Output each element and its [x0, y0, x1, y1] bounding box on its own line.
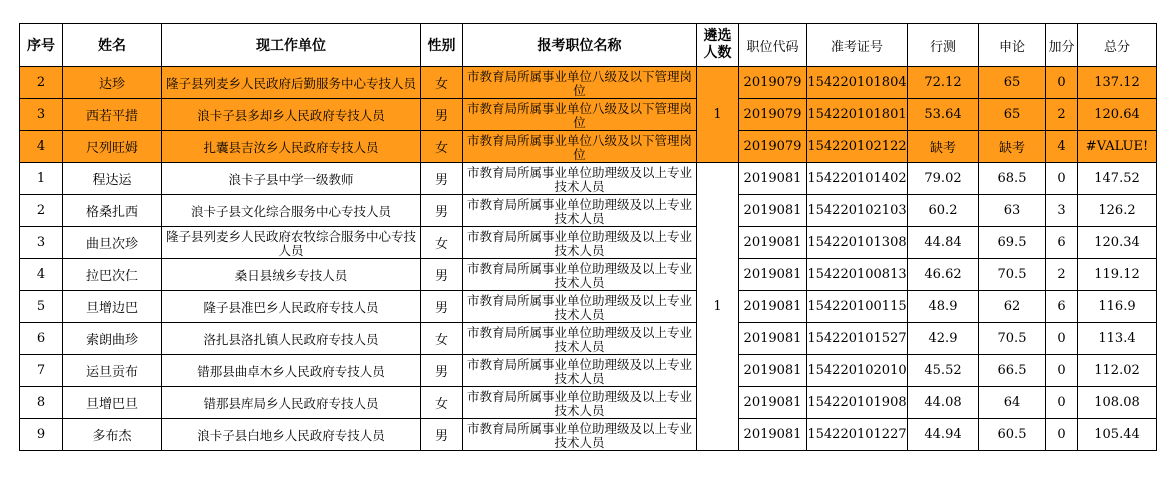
table-row: [20, 67, 1157, 99]
cell-shenlun: 60.5: [979, 419, 1046, 451]
header-unit: 现工作单位: [162, 24, 421, 67]
cell-total: 108.08: [1078, 387, 1157, 419]
cell-xingce: 45.52: [908, 355, 979, 387]
cell-code: 2019079: [739, 99, 807, 131]
cell-position: [463, 99, 697, 131]
cell-unit-text: 浪卡子县中学一级教师: [228, 171, 354, 187]
cell-position-text: 市教育局所属事业单位助理级及以上专业技术人员: [466, 260, 692, 290]
cell-total: 112.02: [1078, 355, 1157, 387]
header-row: [20, 24, 1157, 67]
header-ticket: 准考证号: [807, 24, 908, 67]
cell-ticket: 154220101402: [807, 163, 908, 195]
cell-name: 尺列旺姆: [63, 131, 162, 163]
cell-gender: 女: [421, 131, 463, 163]
cell-total: 147.52: [1078, 163, 1157, 195]
cell-ticket: 154220101804: [807, 67, 908, 99]
cell-bonus: 4: [1046, 131, 1078, 163]
cell-shenlun: 63: [979, 195, 1046, 227]
cell-seq: 7: [20, 355, 63, 387]
cell-unit: [162, 131, 421, 163]
cell-seq: 4: [20, 259, 63, 291]
cell-code: 2019081: [739, 387, 807, 419]
cell-code: 2019081: [739, 355, 807, 387]
cell-gender: 男: [421, 259, 463, 291]
header-quota: 遴选人数: [697, 24, 739, 67]
cell-code: 2019081: [739, 163, 807, 195]
header-bonus: 加分: [1046, 24, 1078, 67]
cell-unit-text: 隆子县准巴乡人民政府专技人员: [203, 299, 379, 315]
cell-unit: [162, 355, 421, 387]
cell-xingce: 79.02: [908, 163, 979, 195]
cell-unit-text: 隆子县列麦乡人民政府农牧综合服务中心专技人员: [165, 228, 416, 258]
cell-total: 116.9: [1078, 291, 1157, 323]
cell-position-text: 市教育局所属事业单位八级及以下管理岗位: [466, 100, 692, 130]
cell-total: 113.4: [1078, 323, 1157, 355]
cell-position: [463, 131, 697, 163]
cell-position-text: 市教育局所属事业单位八级及以下管理岗位: [466, 68, 692, 98]
cell-bonus: 6: [1046, 291, 1078, 323]
cell-position: [463, 163, 697, 195]
cell-unit-text: 洛扎县洛扎镇人民政府专技人员: [203, 331, 379, 347]
cell-gender: 男: [421, 355, 463, 387]
cell-xingce: 42.9: [908, 323, 979, 355]
cell-bonus: 0: [1046, 67, 1078, 99]
table-row: [20, 163, 1157, 195]
cell-shenlun: 65: [979, 67, 1046, 99]
cell-shenlun: 70.5: [979, 323, 1046, 355]
table-row: [20, 227, 1157, 259]
cell-total: 126.2: [1078, 195, 1157, 227]
cell-quota: 1: [697, 163, 739, 451]
cell-shenlun: 65: [979, 99, 1046, 131]
cell-bonus: 0: [1046, 387, 1078, 419]
cell-code: 2019081: [739, 323, 807, 355]
cell-name: 西若平措: [63, 99, 162, 131]
cell-total: 120.64: [1078, 99, 1157, 131]
cell-total: #VALUE!: [1078, 131, 1157, 163]
cell-unit-text: 浪卡子县白地乡人民政府专技人员: [197, 427, 385, 443]
cell-unit: [162, 163, 421, 195]
cell-position: [463, 67, 697, 99]
cell-name: 旦增边巴: [63, 291, 162, 323]
cell-gender: 男: [421, 195, 463, 227]
table-row: [20, 291, 1157, 323]
header-code: 职位代码: [739, 24, 807, 67]
cell-unit-text: 桑日县绒乡专技人员: [234, 267, 348, 283]
cell-shenlun: 68.5: [979, 163, 1046, 195]
cell-unit: [162, 227, 421, 259]
cell-name: 格桑扎西: [63, 195, 162, 227]
cell-bonus: 2: [1046, 259, 1078, 291]
cell-position: [463, 227, 697, 259]
cell-seq: 2: [20, 67, 63, 99]
table-row: [20, 195, 1157, 227]
cell-gender: 女: [421, 323, 463, 355]
cell-shenlun: 70.5: [979, 259, 1046, 291]
cell-code: 2019079: [739, 131, 807, 163]
cell-bonus: 6: [1046, 227, 1078, 259]
cell-ticket: 154220100813: [807, 259, 908, 291]
cell-xingce: 46.62: [908, 259, 979, 291]
table-row: [20, 387, 1157, 419]
table-row: [20, 323, 1157, 355]
cell-unit-text: 浪卡子县多却乡人民政府专技人员: [197, 107, 385, 123]
cell-xingce: 48.9: [908, 291, 979, 323]
cell-seq: 3: [20, 99, 63, 131]
cell-bonus: 2: [1046, 99, 1078, 131]
cell-seq: 8: [20, 387, 63, 419]
cell-name: 拉巴次仁: [63, 259, 162, 291]
cell-position: [463, 323, 697, 355]
cell-ticket: 154220101308: [807, 227, 908, 259]
cell-gender: 男: [421, 419, 463, 451]
cell-position-text: 市教育局所属事业单位助理级及以上专业技术人员: [466, 356, 692, 386]
header-seq: 序号: [20, 24, 63, 67]
cell-xingce: 44.94: [908, 419, 979, 451]
cell-seq: 6: [20, 323, 63, 355]
header-total: 总分: [1078, 24, 1157, 67]
table-row: [20, 259, 1157, 291]
cell-ticket: 154220100115: [807, 291, 908, 323]
cell-seq: 1: [20, 163, 63, 195]
cell-shenlun: 69.5: [979, 227, 1046, 259]
cell-position: [463, 387, 697, 419]
cell-ticket: 154220101801: [807, 99, 908, 131]
cell-seq: 9: [20, 419, 63, 451]
cell-ticket: 154220101908: [807, 387, 908, 419]
cell-unit: [162, 419, 421, 451]
cell-position-text: 市教育局所属事业单位助理级及以上专业技术人员: [466, 164, 692, 194]
cell-position: [463, 259, 697, 291]
cell-gender: 男: [421, 163, 463, 195]
cell-gender: 女: [421, 387, 463, 419]
cell-position-text: 市教育局所属事业单位助理级及以上专业技术人员: [466, 292, 692, 322]
cell-code: 2019079: [739, 67, 807, 99]
header-gender: 性别: [421, 24, 463, 67]
cell-gender: 男: [421, 99, 463, 131]
cell-name: 旦增巴旦: [63, 387, 162, 419]
cell-shenlun: 66.5: [979, 355, 1046, 387]
cell-name: 运旦贡布: [63, 355, 162, 387]
cell-ticket: 154220102103: [807, 195, 908, 227]
cell-position: [463, 419, 697, 451]
header-position: 报考职位名称: [463, 24, 697, 67]
cell-shenlun: 缺考: [979, 131, 1046, 163]
cell-unit-text: 浪卡子县文化综合服务中心专技人员: [190, 203, 391, 219]
cell-position: [463, 291, 697, 323]
cell-unit-text: 错那县曲卓木乡人民政府专技人员: [197, 363, 385, 379]
cell-seq: 5: [20, 291, 63, 323]
cell-name: 达珍: [63, 67, 162, 99]
cell-code: 2019081: [739, 259, 807, 291]
cell-xingce: 44.84: [908, 227, 979, 259]
cell-total: 137.12: [1078, 67, 1157, 99]
cell-code: 2019081: [739, 291, 807, 323]
cell-ticket: 154220102010: [807, 355, 908, 387]
cell-bonus: 0: [1046, 355, 1078, 387]
results-table: [19, 23, 1157, 451]
cell-seq: 4: [20, 131, 63, 163]
cell-gender: 女: [421, 67, 463, 99]
table-row: [20, 131, 1157, 163]
table-row: [20, 419, 1157, 451]
cell-position: [463, 195, 697, 227]
header-name: 姓名: [63, 24, 162, 67]
cell-unit: [162, 195, 421, 227]
cell-unit: [162, 323, 421, 355]
cell-xingce: 44.08: [908, 387, 979, 419]
cell-position-text: 市教育局所属事业单位助理级及以上专业技术人员: [466, 420, 692, 450]
cell-seq: 3: [20, 227, 63, 259]
cell-total: 105.44: [1078, 419, 1157, 451]
header-shenlun: 申论: [979, 24, 1046, 67]
cell-ticket: 154220102122: [807, 131, 908, 163]
cell-position: [463, 355, 697, 387]
cell-unit: [162, 259, 421, 291]
cell-bonus: 3: [1046, 195, 1078, 227]
cell-code: 2019081: [739, 195, 807, 227]
cell-total: 120.34: [1078, 227, 1157, 259]
cell-position-text: 市教育局所属事业单位八级及以下管理岗位: [466, 132, 692, 162]
cell-name: 曲旦次珍: [63, 227, 162, 259]
cell-unit: [162, 387, 421, 419]
cell-name: 索朗曲珍: [63, 323, 162, 355]
cell-code: 2019081: [739, 227, 807, 259]
cell-xingce: 53.64: [908, 99, 979, 131]
cell-bonus: 0: [1046, 419, 1078, 451]
cell-position-text: 市教育局所属事业单位助理级及以上专业技术人员: [466, 388, 692, 418]
cell-unit-text: 隆子县列麦乡人民政府后勤服务中心专技人员: [165, 75, 416, 91]
cell-total: 119.12: [1078, 259, 1157, 291]
table-row: [20, 355, 1157, 387]
cell-position-text: 市教育局所属事业单位助理级及以上专业技术人员: [466, 228, 692, 258]
cell-gender: 女: [421, 227, 463, 259]
cell-unit: [162, 99, 421, 131]
cell-unit: [162, 291, 421, 323]
cell-gender: 男: [421, 291, 463, 323]
cell-position-text: 市教育局所属事业单位助理级及以上专业技术人员: [466, 196, 692, 226]
cell-bonus: 0: [1046, 323, 1078, 355]
cell-position-text: 市教育局所属事业单位助理级及以上专业技术人员: [466, 324, 692, 354]
cell-shenlun: 62: [979, 291, 1046, 323]
cell-seq: 2: [20, 195, 63, 227]
header-xingce: 行测: [908, 24, 979, 67]
cell-xingce: 缺考: [908, 131, 979, 163]
cell-bonus: 0: [1046, 163, 1078, 195]
cell-ticket: 154220101527: [807, 323, 908, 355]
cell-shenlun: 64: [979, 387, 1046, 419]
table-row: [20, 99, 1157, 131]
cell-unit-text: 错那县库局乡人民政府专技人员: [203, 395, 379, 411]
cell-ticket: 154220101227: [807, 419, 908, 451]
cell-name: 程达运: [63, 163, 162, 195]
cell-unit: [162, 67, 421, 99]
cell-xingce: 72.12: [908, 67, 979, 99]
cell-xingce: 60.2: [908, 195, 979, 227]
cell-unit-text: 扎囊县吉汝乡人民政府专技人员: [203, 139, 379, 155]
cell-quota: 1: [697, 67, 739, 163]
cell-code: 2019081: [739, 419, 807, 451]
cell-name: 多布杰: [63, 419, 162, 451]
